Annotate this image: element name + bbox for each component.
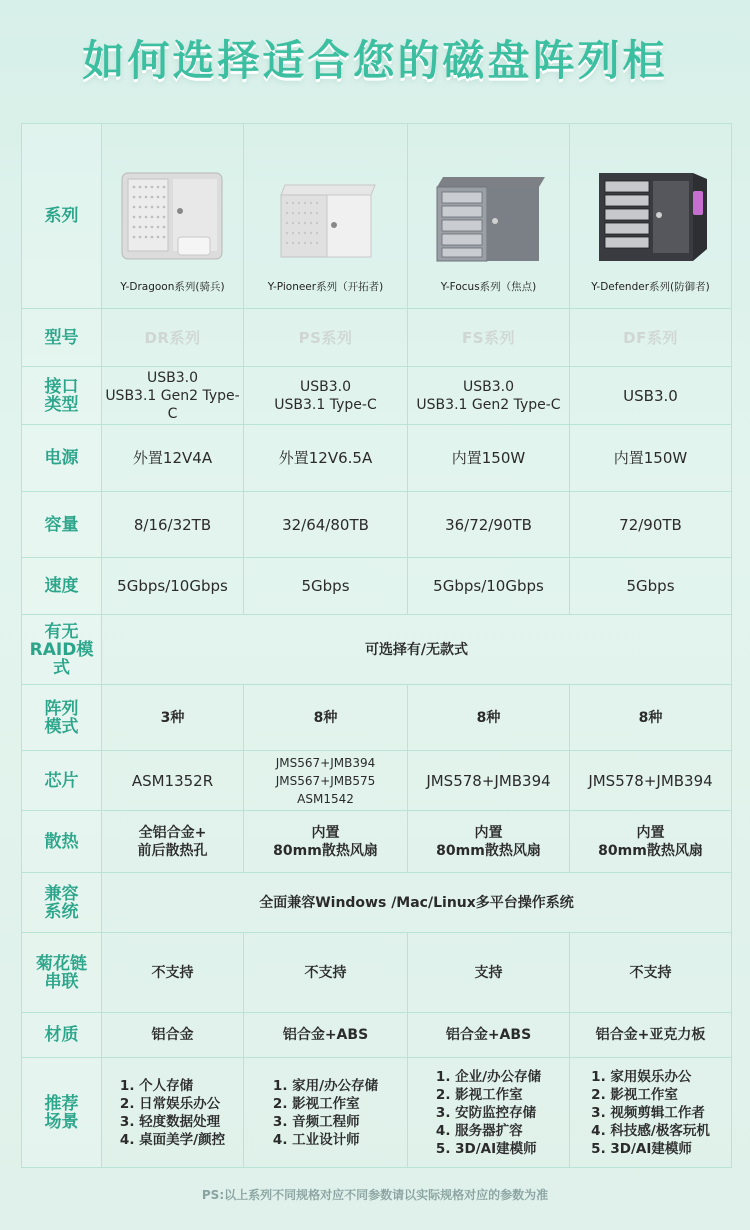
defender-enclosure-image <box>589 165 713 265</box>
chip-cell <box>244 751 408 811</box>
recommend-item: 4. 工业设计师 <box>272 1131 360 1148</box>
material-cell: 铝合金+ABS <box>244 1013 408 1058</box>
row-array-mode <box>22 685 732 751</box>
material-cell: 铝合金 <box>102 1013 244 1058</box>
label-line: 菊花链 <box>36 953 87 974</box>
row-raid <box>22 615 732 685</box>
row-interface <box>22 367 732 425</box>
label-series: 系列 <box>22 124 102 309</box>
label-line: 系统 <box>44 901 79 922</box>
value-line: 前后散热孔 <box>137 842 208 859</box>
raid-value: 可选择有/无款式 <box>102 615 732 685</box>
daisy-chain-cell: 支持 <box>408 933 570 1013</box>
model-cell: DR系列 <box>102 309 244 367</box>
recommend-item: 3. 轻度数据处理 <box>119 1113 221 1130</box>
power-cell: 外置12V4A <box>102 425 244 492</box>
array-mode-cell: 8种 <box>570 685 732 751</box>
value-line: ASM1352R <box>131 771 214 790</box>
speed-cell: 5Gbps/10Gbps <box>102 558 244 615</box>
label-capacity: 容量 <box>22 492 102 558</box>
recommend-item: 4. 桌面美学/颜控 <box>119 1131 226 1148</box>
recommend-list <box>120 1077 225 1149</box>
row-cooling <box>22 811 732 873</box>
cooling-cell <box>570 811 732 873</box>
recommend-cell <box>570 1058 732 1168</box>
row-material <box>22 1013 732 1058</box>
label-line: 接口 <box>44 376 79 397</box>
speed-cell: 5Gbps <box>244 558 408 615</box>
label-material: 材质 <box>22 1013 102 1058</box>
recommend-item: 5. 3D/AI建模师 <box>591 1140 692 1157</box>
recommend-item: 2. 日常娱乐办公 <box>119 1095 221 1112</box>
recommend-item: 2. 影视工作室 <box>272 1095 360 1112</box>
series-name: Y-Defender系列(防御者) <box>591 281 710 293</box>
value-line: USB3.0 <box>462 378 514 395</box>
cooling-cell <box>408 811 570 873</box>
label-model: 型号 <box>22 309 102 367</box>
speed-cell: 5Gbps <box>570 558 732 615</box>
capacity-cell: 72/90TB <box>570 492 732 558</box>
power-cell: 内置150W <box>408 425 570 492</box>
row-recommend <box>22 1058 732 1168</box>
value-line: USB3.1 Type-C <box>274 396 377 413</box>
power-cell: 外置12V6.5A <box>244 425 408 492</box>
product-defender <box>572 141 729 291</box>
label-line: 场景 <box>44 1111 79 1132</box>
cooling-cell <box>244 811 408 873</box>
capacity-cell: 36/72/90TB <box>408 492 570 558</box>
label-raid <box>22 615 102 685</box>
recommend-cell <box>244 1058 408 1168</box>
interface-cell <box>102 367 244 425</box>
value-line: 80mm散热风扇 <box>273 842 378 859</box>
page-title: 如何选择适合您的磁盘阵列柜 <box>82 36 668 85</box>
footer-note: PS:以上系列不同规格对应不同参数请以实际规格对应的参数为准 <box>201 1188 549 1202</box>
label-daisy_chain <box>22 933 102 1013</box>
label-compat <box>22 873 102 933</box>
model-cell: PS系列 <box>244 309 408 367</box>
recommend-item: 1. 家用娱乐办公 <box>591 1068 692 1085</box>
series-name: Y-Pioneer系列（开拓者) <box>267 281 384 293</box>
label-line: 串联 <box>44 971 79 992</box>
row-power <box>22 425 732 492</box>
recommend-item: 1. 家用/办公存储 <box>272 1077 379 1094</box>
label-chip: 芯片 <box>22 751 102 811</box>
speed-cell: 5Gbps/10Gbps <box>408 558 570 615</box>
row-model <box>22 309 732 367</box>
value-line: USB3.1 Gen2 Type-C <box>416 396 561 413</box>
label-power: 电源 <box>22 425 102 492</box>
row-series <box>22 124 732 309</box>
recommend-item: 3. 音频工程师 <box>272 1113 360 1130</box>
label-line: 类型 <box>44 394 79 415</box>
chip-cell <box>102 751 244 811</box>
label-cooling: 散热 <box>22 811 102 873</box>
value-line: ASM1542 <box>297 791 354 806</box>
recommend-list <box>436 1068 541 1158</box>
recommend-item: 2. 影视工作室 <box>591 1086 678 1103</box>
recommend-item: 3. 安防监控存储 <box>435 1104 537 1121</box>
label-line: 模式 <box>44 716 79 737</box>
row-capacity <box>22 492 732 558</box>
product-pioneer <box>246 141 405 291</box>
value-line: 80mm散热风扇 <box>598 842 703 859</box>
label-line: 有无 <box>44 621 79 642</box>
recommend-item: 1. 个人存储 <box>119 1077 194 1094</box>
chip-cell <box>570 751 732 811</box>
interface-cell <box>570 367 732 425</box>
row-speed <box>22 558 732 615</box>
daisy-chain-cell: 不支持 <box>244 933 408 1013</box>
capacity-cell: 32/64/80TB <box>244 492 408 558</box>
daisy-chain-cell: 不支持 <box>102 933 244 1013</box>
chip-cell <box>408 751 570 811</box>
value-line: USB3.0 <box>623 386 678 405</box>
array-mode-cell: 8种 <box>244 685 408 751</box>
compat-value: 全面兼容Windows /Mac/Linux多平台操作系统 <box>102 873 732 933</box>
interface-cell <box>244 367 408 425</box>
pioneer-enclosure-image <box>271 177 381 277</box>
series-name: Y-Focus系列（焦点) <box>440 281 537 293</box>
label-speed: 速度 <box>22 558 102 615</box>
daisy-chain-cell: 不支持 <box>570 933 732 1013</box>
value-line: JMS567+JMB575 <box>275 773 376 788</box>
value-line: 内置 <box>311 824 340 841</box>
label-line: RAID模式 <box>29 639 94 678</box>
recommend-list <box>273 1077 378 1149</box>
comparison-table <box>21 123 732 1168</box>
label-line: 兼容 <box>44 883 79 904</box>
recommend-item: 4. 科技感/极客玩机 <box>591 1122 710 1139</box>
value-line: 全铝合金+ <box>138 824 207 841</box>
model-cell: FS系列 <box>408 309 570 367</box>
value-line: 内置 <box>474 824 503 841</box>
cooling-cell <box>102 811 244 873</box>
focus-enclosure-image <box>429 171 549 271</box>
value-line: USB3.1 Gen2 Type-C <box>105 387 240 422</box>
label-interface <box>22 367 102 425</box>
label-recommend <box>22 1058 102 1168</box>
material-cell: 铝合金+亚克力板 <box>570 1013 732 1058</box>
value-line: 80mm散热风扇 <box>436 842 541 859</box>
recommend-cell <box>408 1058 570 1168</box>
value-line: 内置 <box>636 824 665 841</box>
dragoon-enclosure-image <box>118 167 228 267</box>
model-cell: DF系列 <box>570 309 732 367</box>
value-line: USB3.0 <box>146 369 198 386</box>
row-compat <box>22 873 732 933</box>
value-line: JMS567+JMB394 <box>275 755 376 770</box>
recommend-cell <box>102 1058 244 1168</box>
value-line: JMS578+JMB394 <box>426 771 551 790</box>
value-line: JMS578+JMB394 <box>588 771 713 790</box>
recommend-item: 1. 企业/办公存储 <box>435 1068 542 1085</box>
recommend-item: 4. 服务器扩容 <box>435 1122 523 1139</box>
row-chip <box>22 751 732 811</box>
array-mode-cell: 3种 <box>102 685 244 751</box>
product-dragoon <box>104 141 241 291</box>
label-array_mode <box>22 685 102 751</box>
recommend-item: 3. 视频剪辑工作者 <box>591 1104 705 1121</box>
recommend-list <box>591 1068 710 1158</box>
interface-cell <box>408 367 570 425</box>
row-daisy-chain <box>22 933 732 1013</box>
label-line: 阵列 <box>44 698 79 719</box>
product-focus <box>410 141 567 291</box>
capacity-cell: 8/16/32TB <box>102 492 244 558</box>
value-line: USB3.0 <box>299 378 351 395</box>
label-line: 推荐 <box>44 1093 79 1114</box>
array-mode-cell: 8种 <box>408 685 570 751</box>
power-cell: 内置150W <box>570 425 732 492</box>
recommend-item: 2. 影视工作室 <box>435 1086 523 1103</box>
material-cell: 铝合金+ABS <box>408 1013 570 1058</box>
series-name: Y-Dragoon系列(骑兵) <box>120 281 225 293</box>
recommend-item: 5. 3D/AI建模师 <box>435 1140 537 1157</box>
